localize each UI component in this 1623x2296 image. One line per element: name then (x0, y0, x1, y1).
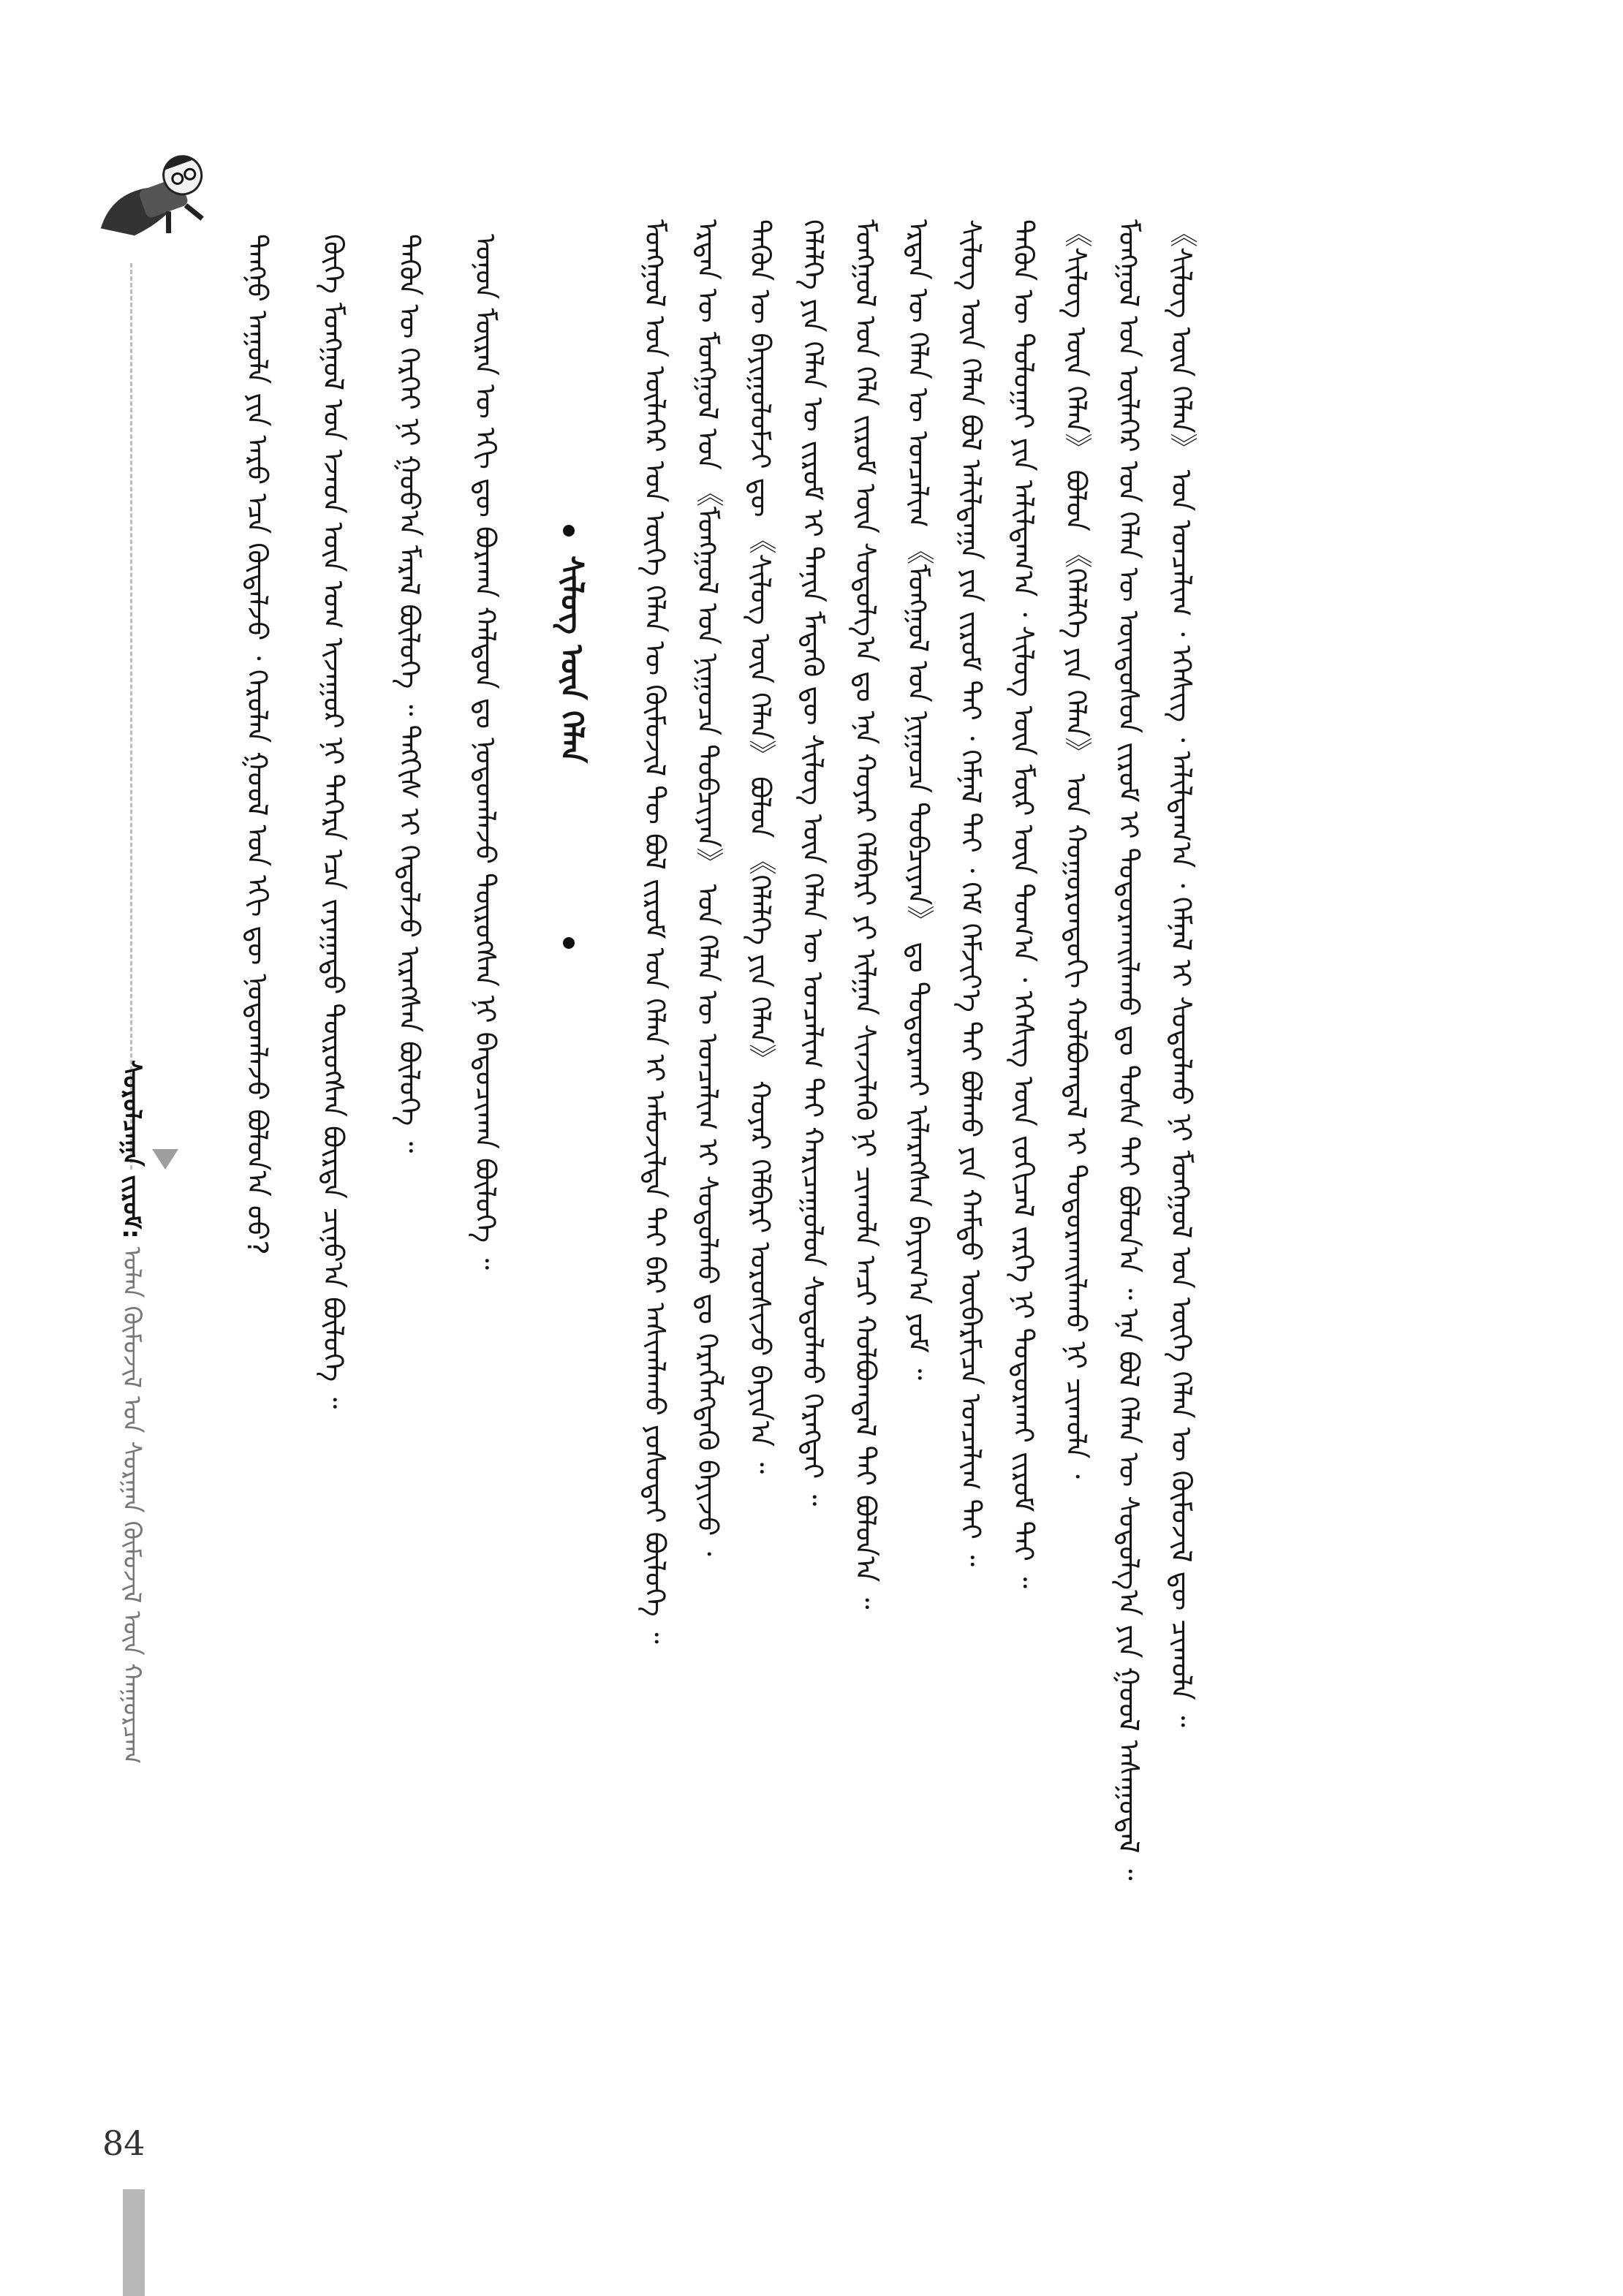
mascot-illustration (69, 139, 216, 249)
body-line: ᠮᠣᠩᠭᠣᠯ ᠤᠨ ᠬᠡᠯᠡ ᠵᠢᠷᠤᠮ ᠦᠨ ᠰᠤᠳᠤᠯᠭ᠎ᠠ ᠳᠤ ᠡᠨᠡ ᠬᠣᠶᠠᠷ ᠬᠡᠯᠪᠡᠷᠢ ᠶᠢ ᠢᠯᠭᠠᠨ ᠰᠢᠨᠵᠢᠯᠡᠬᠦ ᠨᠢ ᠴᠢᠬᠤᠯᠠ ᠠᠴᠢ ᠬᠣᠯᠪᠣᠭᠳᠠᠯ ᠲᠠᠢ ᠪᠣᠯᠤᠨ᠎ᠠ ᠃ (850, 219, 882, 1610)
poem-line: ᠲᠡᠭᠦᠨ ᠦ ᠭᠡᠷᠭᠡᠢ ᠨᠢ ᠭᠣᠣ᠎ᠠ ᠮᠠᠷᠠᠯ ᠪᠦᠯᠦᠭᠡ ᠃ ᠲᠩᠭᠢᠰ ᠢ ᠭᠡᠲᠦᠯᠵᠦ ᠢᠷᠡᠭᠰᠡᠨ ᠪᠦᠯᠦᠭᠡ ᠃ (393, 234, 425, 1153)
body-line: ᠬᠡᠯᠡᠯᠭᠡ ᠶᠢᠨ ᠬᠡᠯᠡᠨ ᠦ ᠵᠢᠷᠤᠮ ᠢ ᠲᠠᠨᠢᠨ ᠮᠡᠳᠡᠬᠦ ᠳᠦ ᠰᠢᠯᠦᠭ ᠦᠨ ᠬᠡᠯᠡᠨ ᠦ ᠣᠨᠴᠠᠯᠢᠭ ᠲᠠᠢ ᠬᠠᠷᠢᠴᠠᠭᠤᠯᠤᠨ ᠰᠤᠳᠤᠯᠬᠤ ᠬᠡᠷᠡᠭᠲᠡᠢ ᠃ (797, 219, 829, 1507)
heading-bullet-icon (563, 525, 575, 537)
poem-block (219, 234, 526, 2025)
running-head-arrow-icon (152, 1149, 178, 1170)
page-edge-bar (123, 2189, 145, 2296)
running-head-bold: ᠰᠤᠷᠤᠯᠴᠠᠭᠠ ᠵᠢᠷᠤᠮ: (117, 1060, 146, 1239)
body-line: ᠮᠣᠩᠭᠣᠯ ᠤᠨ ᠦᠯᠡᠭᠡᠷ ᠤᠨ ᠦᠭᠡ ᠬᠡᠯᠡᠨ ᠦ ᠬᠦᠮᠦᠵᠢᠯ ᠲᠦ ᠪᠣᠯ ᠵᠢᠷᠤᠮ ᠤᠨ ᠬᠡᠯᠡᠨ ᠢ ᠠᠮᠤᠵᠢᠯᠲᠠ ᠲᠠᠢ ᠪᠠᠷ ᠠᠰᠢᠭᠯᠠᠬᠤ ᠶᠣᠰᠣᠲᠠᠢ ᠪᠦᠯᠦᠭᠡ ᠃ (639, 219, 671, 1644)
body-text-block (629, 219, 1418, 2061)
body-line: 《ᠰᠢᠯᠦᠭ ᠦᠨ ᠬᠡᠯᠡᠨ》 ᠤᠨ ᠣᠨᠴᠠᠯᠢᠭ ᠂ ᠡᠭᠡᠰᠢᠭ ᠂ ᠠᠯᠢᠯᠳᠠᠭ᠎ᠠ ᠂ ᠬᠡᠮᠨᠡᠯ ᠢ ᠰᠤᠳᠤᠯᠬᠤ ᠨᠢ ᠮᠣᠩᠭᠣᠯ ᠤᠨ ᠦᠭᠡ ᠬᠡᠯᠡᠨ ᠦ ᠬᠦᠮᠦᠵᠢᠯ ᠳᠦ ᠴᠢᠬᠤᠯᠠ ᠃ (1165, 219, 1198, 1727)
body-line: 《ᠰᠢᠯᠦᠭ ᠦᠨ ᠬᠡᠯᠡᠨ》 ᠪᠣᠯᠤᠨ 《ᠬᠡᠯᠡᠯᠭᠡ ᠶᠢᠨ ᠬᠡᠯᠡᠨ》 ᠤᠨ ᠬᠣᠭᠣᠷᠣᠨᠳᠤᠬᠢ ᠬᠣᠯᠪᠣᠭᠳᠠᠯ ᠢ ᠲᠣᠳᠣᠷᠬᠠᠢᠯᠠᠬᠤ ᠨᠢ ᠴᠢᠬᠤᠯᠠ ᠂ (1060, 219, 1092, 1479)
body-line: ᠡᠷᠲᠡᠨ ᠦ ᠮᠣᠩᠭᠣᠯ ᠤᠨ 《ᠮᠣᠩᠭᠣᠯ ᠤᠨ ᠨᠢᠭᠤᠴᠠ ᠲᠣᠪᠴᠢᠶᠠᠨ》 ᠤᠨ ᠬᠡᠯᠡᠨ ᠦ ᠣᠨᠴᠠᠯᠢᠭ ᠢ ᠰᠤᠳᠤᠯᠬᠤ ᠳᠤ ᠬᠡᠷᠡᠭᠯᠡᠭᠳᠡᠭᠦ ᠪᠠᠶᠢᠵᠤ ᠂ (692, 219, 724, 1556)
body-line: ᠲᠡᠭᠦᠨ ᠦ ᠲᠣᠯᠣᠭᠠᠢ ᠶᠢᠨ ᠠᠯᠢᠯᠳᠠᠭ᠎ᠠ ᠂ ᠰᠢᠯᠦᠭ ᠦᠨ ᠮᠥᠷ ᠦᠨ ᠲᠣᠭ᠎ᠠ ᠂ ᠡᠭᠡᠰᠢᠭ ᠦᠨ ᠵᠣᠬᠢᠴᠠᠯ ᠵᠡᠷᠭᠡ ᠨᠢ ᠲᠣᠳᠣᠷᠬᠠᠢ ᠵᠢᠷᠤᠮ ᠲᠠᠢ ᠃ (1007, 219, 1040, 1589)
body-line: ᠲᠡᠭᠦᠨ ᠦ ᠪᠠᠶᠢᠭᠤᠯᠤᠮᠵᠢ ᠳᠦ 《ᠰᠢᠯᠦᠭ ᠦᠨ ᠬᠡᠯᠡᠨ》 ᠪᠣᠯᠤᠨ 《ᠬᠡᠯᠡᠯᠭᠡ ᠶᠢᠨ ᠬᠡᠯᠡᠨ》 ᠬᠣᠶᠠᠷ ᠬᠡᠯᠪᠡᠷᠢ ᠣᠷᠣᠰᠢᠵᠤ ᠪᠠᠶᠢᠨ᠎ᠠ ᠃ (744, 219, 776, 1474)
running-head-divider (130, 263, 132, 1170)
section-heading: ᠰᠢᠯᠦᠭ ᠦᠨ ᠬᠡᠯᠡᠨ (554, 556, 590, 763)
body-line: ᠮᠣᠩᠭᠣᠯ ᠤᠨ ᠦᠯᠡᠭᠡᠷ ᠤᠨ ᠬᠡᠯᠡᠨ ᠦ ᠦᠨᠳᠦᠰᠦᠨ ᠵᠢᠷᠤᠮ ᠢ ᠲᠣᠳᠣᠷᠬᠠᠢᠯᠠᠬᠤ ᠳᠤ ᠲᠤᠰᠠ ᠲᠠᠢ ᠪᠣᠯᠤᠨ᠎ᠠ ᠃ ᠡᠨᠡ ᠪᠣᠯ ᠬᠡᠯᠡᠨ ᠦ ᠰᠤᠳᠤᠯᠭ᠎ᠠ ᠶᠢᠨ ᠭᠣᠣᠯ ᠠᠰᠠᠭᠤᠳᠠᠯ ᠃ (1113, 219, 1145, 1881)
poem-line: ᠬᠥᠬᠡ ᠮᠣᠩᠭᠣᠯ ᠤᠨ ᠡᠵᠡᠳ ᠦᠨ ᠤᠭ ᠢᠵᠠᠭᠤᠷ ᠨᠢ ᠳᠡᠭᠡᠷᠡ ᠡᠴᠡ ᠵᠠᠶᠠᠭᠠᠲᠤ ᠲᠥᠷᠦᠭᠰᠡᠨ ᠪᠥᠷᠲᠡ ᠴᠢᠨᠤ᠎ᠠ ᠪᠦᠯᠦᠭᠡ ᠃ (317, 234, 349, 1409)
page-number: 84 (102, 2123, 145, 2163)
running-head-subtitle: ᠤᠯᠠᠨ ᠬᠦᠮᠦᠵᠢᠯ ᠤᠨ ᠰᠤᠷᠭᠠᠨ ᠬᠦᠮᠦᠵᠢᠯ ᠦᠨ ᠬᠠᠭᠤᠷᠴᠠᠭ (117, 1246, 146, 1765)
poem-line: ᠲᠠᠩᠨᠤ ᠠᠭᠤᠯᠠ ᠶᠢᠨ ᠠᠷᠤ ᠡᠴᠡ ᠬᠥᠳᠡᠯᠵᠦ ᠂ ᠬᠡᠷᠦᠯᠡᠨ ᠭᠣᠣᠯ ᠤᠨ ᠡᠬᠢ ᠳᠦ ᠨᠤᠲᠤᠭᠯᠠᠵᠤ ᠪᠣᠯᠤᠨ᠎ᠠ ᠤᠤ? (241, 234, 273, 1255)
heading-bullet-icon (563, 937, 575, 949)
running-head (110, 1060, 154, 1764)
body-line: ᠰᠢᠯᠦᠭ ᠦᠨ ᠬᠡᠯᠡᠨ ᠪᠣᠯ ᠠᠯᠢᠯᠳᠠᠭᠠ ᠶᠢᠨ ᠵᠢᠷᠤᠮ ᠲᠠᠢ ᠂ ᠬᠡᠮᠨᠡᠯ ᠲᠠᠢ ᠂ ᠬᠡᠮ ᠬᠡᠮᠵᠢᠶ᠎ᠡ ᠲᠠᠢ ᠪᠣᠯᠬᠤ ᠶᠢᠨ ᠬᠠᠮᠲᠤ ᠥᠪᠡᠷᠮᠢᠴᠡ ᠣᠨᠴᠠᠯᠢᠭ ᠲᠠᠢ ᠃ (955, 219, 987, 1567)
body-line: ᠡᠷᠲᠡᠨ ᠦ ᠬᠡᠯᠡᠨ ᠦ ᠣᠨᠴᠠᠯᠢᠭ 《ᠮᠣᠩᠭᠣᠯ ᠤᠨ ᠨᠢᠭᠤᠴᠠ ᠲᠣᠪᠴᠢᠶᠠᠨ》 ᠳᠤ ᠲᠣᠳᠣᠷᠬᠠᠢ ᠢᠯᠡᠷᠡᠭᠰᠡᠨ ᠪᠠᠶᠢᠭ᠎ᠠ ᠶᠤᠮ ᠃ (902, 219, 934, 1380)
poem-line (523, 234, 526, 2025)
poem-line: ᠣᠨᠤᠨ ᠮᠥᠷᠡᠨ ᠦ ᠡᠬᠢ ᠳᠦ ᠪᠤᠷᠬᠠᠨ ᠬᠠᠯᠳᠤᠨ ᠳᠤ ᠨᠤᠲᠤᠭᠯᠠᠵᠤ ᠲᠥᠷᠦᠭᠰᠡᠨ ᠨᠢ ᠪᠠᠲᠤᠴᠢᠬᠠᠨ ᠪᠦᠯᠦᠭᠡ ᠃ (469, 234, 502, 1270)
